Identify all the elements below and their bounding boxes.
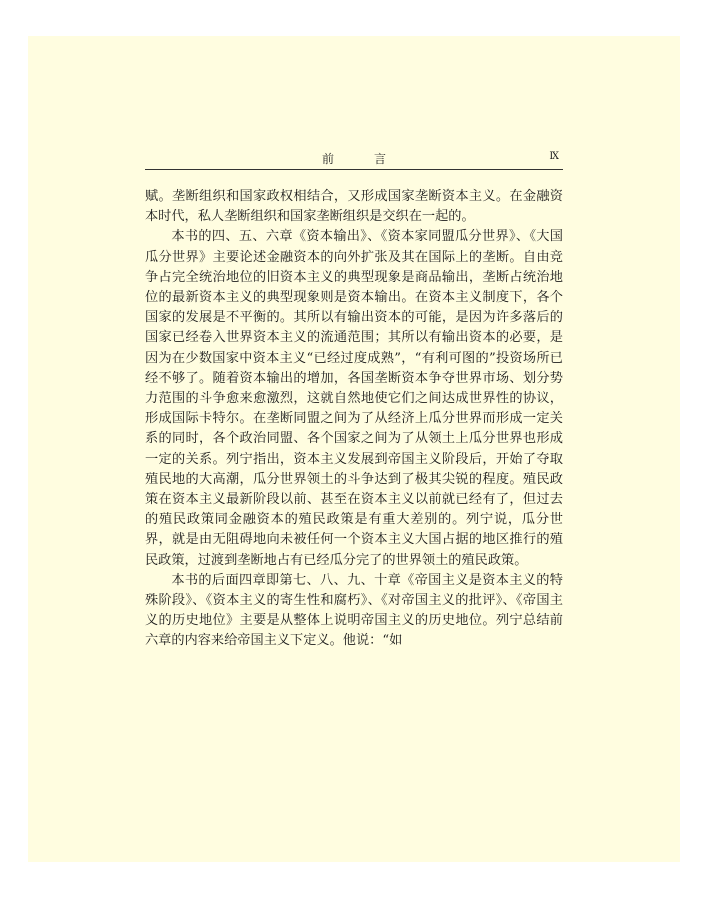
body-text bbox=[145, 187, 563, 652]
paragraph-chapters-4-6: 本书的四、五、六章《资本输出》、《资本家同盟瓜分世界》、《大国瓜分世界》主要论述金融资本的向外扩张及其在国际上的垄断。自由竞争占完全统治地位的旧资本主义的典型现象是商品输出，垄断占统治地位的最新资本主义的典型现象则是资本输出。在资本主义制度下，各个国家的发展是不平衡的。其所以有输出资本的可能，是因为许多落后的国家已经卷入世界资本主义的流通范围；其所以有输出资本的必要，是因为在少数国家中资本主义“已经过度成熟”，“有利可图的”投资场所已经不够了。随着资本输出的增加，各国垄断资本争夺世界市场、划分势力范围的斗争愈来愈激烈，这就自然地使它们之间达成世界性的协议，形成国际卡特尔。在垄断同盟之间为了从经济上瓜分世界而形成一定关系的同时，各个政治同盟、各个国家之间为了从领土上瓜分世界也形成一定的关系。列宁指出，资本主义发展到帝国主义阶段后，开始了夺取殖民地的大高潮，瓜分世界领土的斗争达到了极其尖锐的程度。殖民政策在资本主义最新阶段以前、甚至在资本主义以前就已经有了，但过去的殖民政策同金融资本的殖民政策是有重大差别的。列宁说，瓜分世界，就是由无阻碍地向未被任何一个资本主义大国占据的地区推行的殖民政策，过渡到垄断地占有已经瓜分完了的世界领土的殖民政策。 bbox=[145, 229, 563, 568]
paragraph-continued: 赋。垄断组织和国家政权相结合，又形成国家垄断资本主义。在金融资本时代，私人垄断组织和国家垄断组织是交织在一起的。 bbox=[145, 189, 563, 225]
header-title: 前 言 bbox=[321, 152, 400, 166]
page-header bbox=[145, 150, 563, 170]
page-number: Ⅸ bbox=[549, 151, 559, 162]
paragraph-chapters-7-10: 本书的后面四章即第七、八、九、十章《帝国主义是资本主义的特殊阶段》、《资本主义的寄生性和腐朽》、《对帝国主义的批评》、《帝国主义的历史地位》主要是从整体上说明帝国主义的历史地位。列宁总结前六章的内容来给帝国主义下定义。他说：“如 bbox=[145, 572, 563, 649]
